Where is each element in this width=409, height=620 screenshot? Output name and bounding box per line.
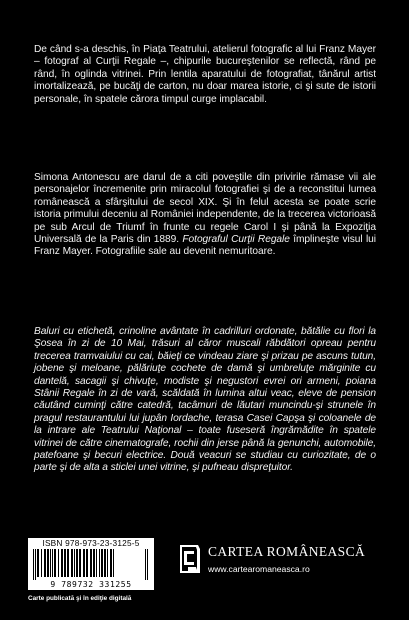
barcode-bar	[113, 549, 114, 577]
blurb-paragraph-2-end: împlineşte visul lui Franz Mayer. Fotografiile sale au devenit nemuritoare.	[34, 234, 376, 258]
barcode-bars	[32, 549, 150, 580]
barcode-bar	[110, 549, 112, 577]
barcode-bar	[86, 549, 88, 577]
barcode-bar	[47, 549, 49, 577]
publisher-logo	[176, 543, 204, 575]
barcode-bar	[37, 549, 39, 577]
blurb-paragraph-2	[34, 172, 376, 259]
barcode-bar	[74, 549, 75, 577]
barcode-bar	[76, 549, 78, 577]
barcode-bar	[83, 549, 85, 577]
barcode-bar	[90, 549, 92, 577]
barcode-bar	[50, 549, 51, 577]
barcode-bar	[107, 549, 108, 577]
barcode-bar	[99, 549, 100, 577]
barcode-bar	[79, 549, 81, 577]
barcode-bar	[71, 549, 73, 577]
blurb-paragraph-1: De când s-a deschis, în Piaţa Teatrului, atelierul fotografic al lui Franz Mayer – fotograf al Curţii Regale –, chipurile bucureştenilor se reflectă, rând pe rând, în oglinda vitrinei. Prin lentila aparatului de fotografiat, tânărul artist imortalizează, pe bucăţi de carton, nu doar marea istorie, ci şi sute de istorii personale, în spatele cărora timpul curge implacabil.	[34, 44, 376, 105]
barcode-bar	[44, 549, 46, 577]
publisher-name: CARTEA ROMÂNEASCĂ	[208, 544, 366, 559]
barcode-bar	[101, 549, 103, 577]
barcode-bar	[147, 549, 148, 580]
barcode-bar	[33, 549, 34, 580]
barcode-bar	[54, 549, 56, 577]
barcode-bar	[145, 549, 146, 580]
barcode-bar	[96, 549, 97, 577]
publisher-url: www.cartearomaneasca.ro	[208, 564, 310, 574]
barcode-bar	[35, 549, 36, 580]
isbn-label: ISBN 978-973-23-3125-5	[42, 538, 140, 548]
barcode-bar	[104, 549, 106, 577]
barcode-bar	[61, 549, 63, 577]
barcode-bar	[64, 549, 66, 577]
barcode-bar	[93, 549, 95, 577]
barcode-block	[28, 538, 154, 590]
blurb-paragraph-3: Baluri cu etichetă, crinoline avântate în cadrilluri ordonate, bătălie cu flori la Şosea în zi de 10 Mai, trăsuri al căror muscali răbdători opreau pentru trecerea tramvaiului cu cai, băieţi ce vindeau ziare şi prizau pe ascuns tutun, jobene şi meloane, pălăriuţe cochete de damă şi umbreluţe mărginite cu dantelă, sacagii şi chivuţe, modiste şi negustori evrei ori armeni, poiana Stânii Regale în zi de vară, scăldată în lumina altui veac, eleve de pension căutând cuminţi către catedră, tacâmuri de lăutari muncindu-şi strunele în pragul restaurantului lui jupân Iordache, terasa Casei Capşa şi coloanele de la intrare ale Teatrului Naţional – toate fuseseră îngrămădite în spatele vitrinei de către cinematografe, rochii din jerse până la genunchi, automobile, patefoane şi becuri electrice. Două veacuri se studiau cu curiozitate, de o parte şi de alta a sticlei unei vitrine, şi pufneau dispreţuitor.	[34, 326, 376, 474]
blurb-paragraph-2-start: Simona Antonescu are darul de a citi poveştile din privirile rămase vii ale personajelor încremenite prin miracolul fotografiei şi de a reconstitui lumea românească a sfârşitului de secol XIX. Şi în felul acesta se poate scrie istoria primului deceniu al României independente, de la trecerea victorioasă pe sub Arcul de Triumf în frunte cu regele Carol I şi până la Expoziţia Universală de la Paris din 1889.	[34, 172, 376, 246]
barcode-bar	[58, 549, 59, 577]
digital-edition-note: Carte publicată şi în ediţie digitală	[28, 595, 132, 602]
book-title-mention: Fotograful Curţii Regale	[182, 234, 290, 246]
barcode-bar	[67, 549, 69, 577]
barcode-bar	[41, 549, 42, 577]
barcode-bar	[52, 549, 53, 577]
barcode-digits: 9 789732 331255	[50, 580, 132, 589]
